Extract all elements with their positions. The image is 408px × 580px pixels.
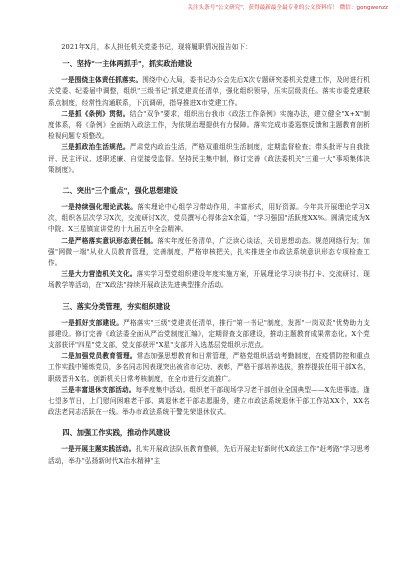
paragraph-text: 每季度集中活动。组织老干部现场学习老干部创业全国典型——X先进事迹。逢七望多节日，上门慰问困难老干部、离退休老干部志愿服务，建立市政法系统退休干部工作站XX个，XX名政法老同志活跃在一线。举办市政法系统干警先荣退休仪式。 bbox=[48, 385, 370, 417]
body-paragraph bbox=[48, 318, 370, 352]
section-heading: 三、落实分类管理，夯实组织建设 bbox=[62, 301, 171, 311]
header-banner: 关注头条号"公文研究"，获得最新最全最专业的公文资料库！ 微信：gongwenzz bbox=[187, 5, 388, 11]
intro-paragraph: 2021年X月，本人担任机关党委书记，现将履职情况报告如下： bbox=[61, 43, 253, 51]
body-paragraph bbox=[48, 202, 370, 236]
subsection-lead: 三是抓政治生活规范。 bbox=[61, 143, 130, 152]
paragraph-text: 扎实开展政法队伍教育整顿，先后开展走好新时代X政法工作"赶考路"学习思考活动，举办"弘扬新时代X治水精神"主 bbox=[48, 445, 370, 465]
section-heading: 一、坚持"一主体两抓手"，抓实政治建设 bbox=[62, 59, 193, 69]
body-paragraph bbox=[48, 444, 370, 466]
document-body bbox=[48, 42, 370, 467]
body-paragraph bbox=[48, 142, 370, 176]
paragraph-text: 围绕中心大局，委书记办公会先后X次专题研究委机关党建工作，及时进行机关党委、纪委届中调整，组织"三级书记"抓党建责任清单，强化组织领导，压实层级责任。落实市委党建联系点制度，经常性沟通联系，下沉调研，指导推进X市党建工作。 bbox=[48, 76, 370, 107]
body-paragraph bbox=[48, 109, 370, 143]
subsection-lead: 三是丰富退休支部活动。 bbox=[61, 385, 136, 394]
body-paragraph bbox=[48, 75, 370, 109]
subsection-lead: 一是围绕主体责任抓落实。 bbox=[61, 76, 143, 85]
subsection-lead: 一是持续强化理论武装。 bbox=[61, 203, 138, 212]
subsection-lead: 一是抓好支部建设。 bbox=[61, 318, 124, 327]
paragraph-text: 严格落实"三级"党建责任清单，推行"第一书记"制度，发挥"一岗双责"优势助力支部建设。修订完善《政法委全面从严治党制度汇编》，定期督查支部建设，推动主题教育成果常态化。X个党支部获评"四星"党支部，党支部获评"X星"支部并入选基层党组织示范点。 bbox=[48, 318, 370, 350]
subsection-lead: 二是抓《条例》贯彻。 bbox=[61, 109, 130, 118]
paragraph-text: 落实年度任务清单，广泛读心谈话，关切思想动态。规范网络行为；加强"网微一端"从业人员教育管理，完善制度，严格审核把关，扎实推进全市政法系统意识形态专项检查工作。 bbox=[48, 236, 370, 268]
paragraph-text: 严肃党内政治生活，严格双重组织生活制度，定期监督检查；带头批评与自我批评、民主评议、述职述廉、自觉接受监督。坚持民主集中制，修订完善《政法委机关"三重一大"事项集体决策制度》。 bbox=[48, 143, 371, 174]
body-paragraph bbox=[48, 385, 370, 419]
subsection-lead: 二是严格落实意识形态责任制。 bbox=[61, 236, 158, 245]
body-paragraph bbox=[48, 351, 370, 385]
paragraph-text: 落实学习型党组织建设年度实施方案，开展理论学习读书打卡、交流研讨、现场教学等活动，在"X政法"持续开展政法先进典型推介活动。 bbox=[48, 270, 370, 290]
section-heading: 二、突出"三个重点"，强化思想建设 bbox=[62, 186, 178, 196]
paragraph-text: 常态加强思想教育和日常管理，严格党组织活动考勤制度，在疫情防控和重点工作实践中锤炼党员，多名同志因表现突出被省市记功、表彰，严格干部培养选拔，推荐提拔任用干部X名，职级晋升X名。创新机关日常考核制度，在全市进行交流推广。 bbox=[48, 352, 370, 383]
paragraph-text: 落实理论中心组学习带动作用，丰富形式，用好资源。今年共开展理论学习X次，组织各层次学习X次，交流研讨X次，党员撰写心得体会X余篇，"学习强国"活跃度XX%。圆满完成为X中院、X三星镇宣讲党的十九届五中全会精神。 bbox=[48, 203, 370, 234]
paragraph-text: 结合"双争"要求，组织出台我市《政法工作条例》实施办法，建立健全"X+X"制度体系，将《条例》全面纳入政法工作，为依规治理提供有力保障。落实完成市委巡察反馈和主题教育剖析检视问题专项整改。 bbox=[48, 109, 370, 141]
body-paragraph bbox=[48, 236, 370, 270]
subsection-lead: 三是大力营造机关文化。 bbox=[61, 270, 137, 279]
body-paragraph bbox=[48, 269, 370, 291]
subsection-lead: 一是开展主题实践活动。 bbox=[61, 445, 136, 454]
section-heading: 四、加强工作实践，推动作风建设 bbox=[62, 428, 171, 438]
subsection-lead: 二是加强党员教育管理。 bbox=[61, 352, 137, 361]
